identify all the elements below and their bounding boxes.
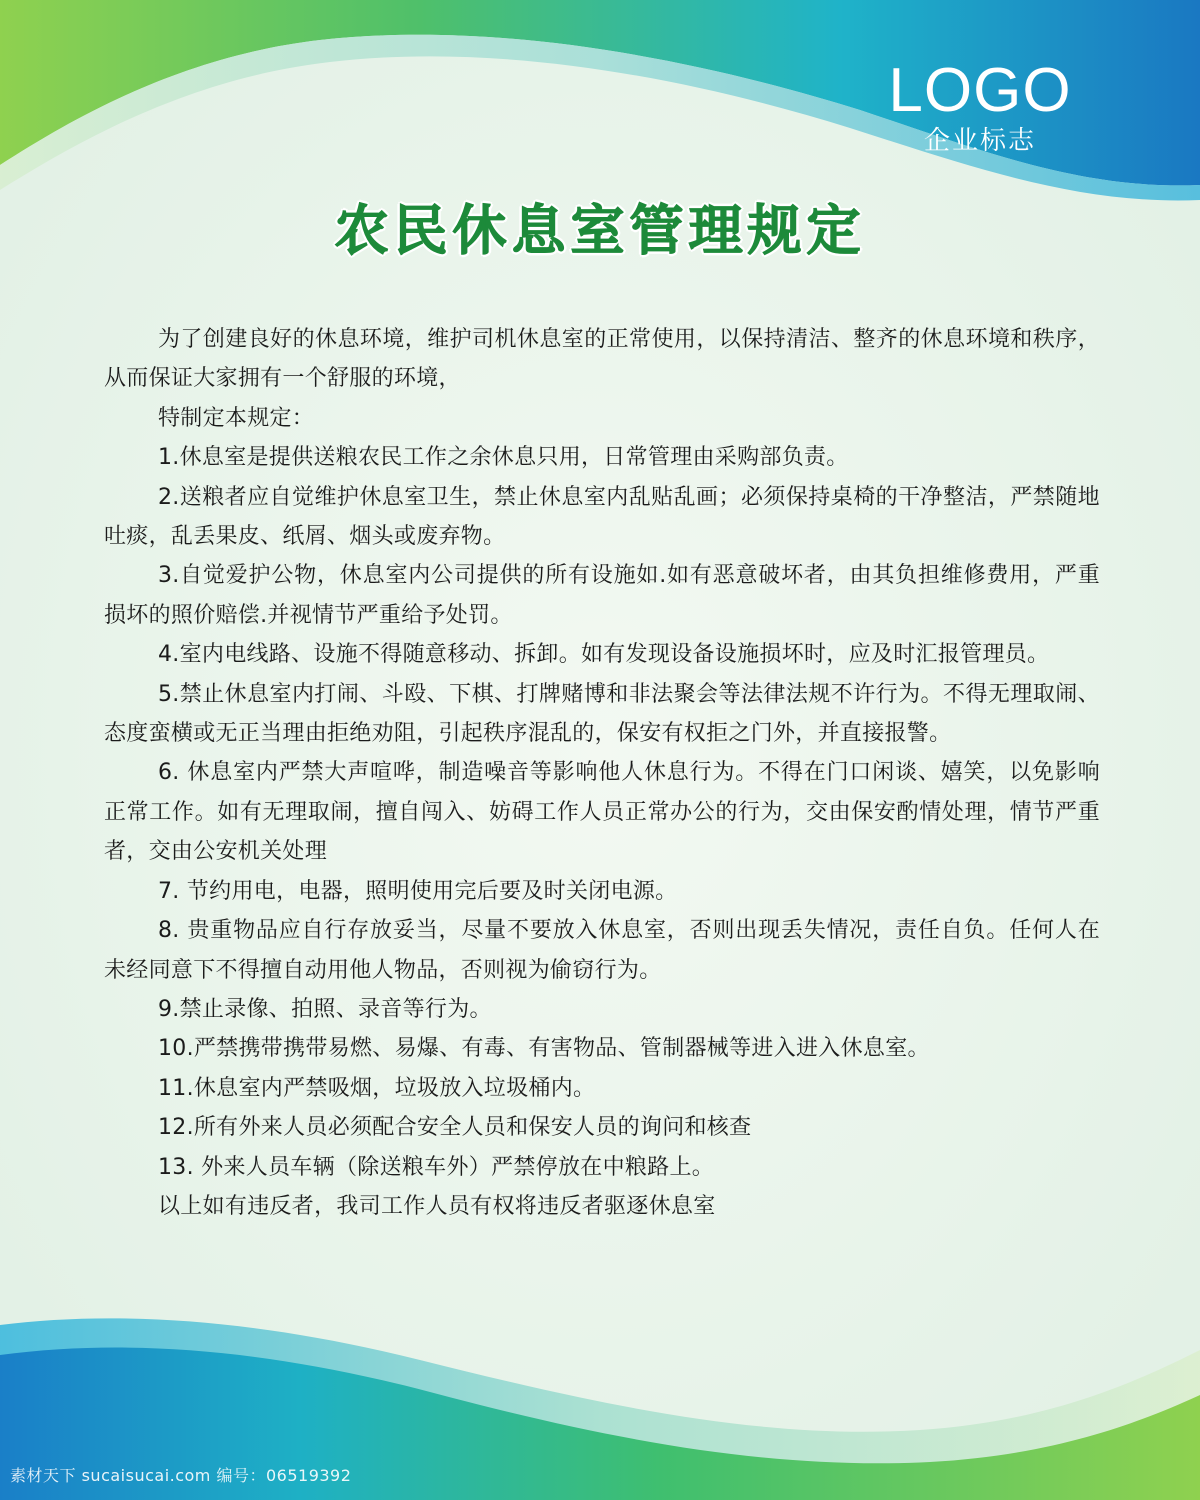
rule-item-6: 6. 休息室内严禁大声喧哗，制造噪音等影响他人休息行为。不得在门口闲谈、嬉笑，以免影响正常工作。如有无理取闹，擅自闯入、妨碍工作人员正常办公的行为，交由保安酌情处理，情节严重者，交由公安机关处理	[104, 760, 1100, 865]
rule-item-10: 10.严禁携带携带易燃、易爆、有毒、有害物品、管制器械等进入进入休息室。	[158, 1036, 930, 1062]
rule-item-9: 9.禁止录像、拍照、录音等行为。	[158, 996, 492, 1022]
logo-text: LOGO	[888, 56, 1072, 125]
logo-subtitle: 企业标志	[923, 126, 1036, 156]
rule-item-8: 8. 贵重物品应自行存放妥当，尽量不要放入休息室，否则出现丢失情况，责任自负。任何人在未经同意下不得擅自动用他人物品，否则视为偷窃行为。	[104, 918, 1100, 983]
intro-paragraph: 为了创建良好的休息环境，维护司机休息室的正常使用，以保持清洁、整齐的休息环境和秩序，从而保证大家拥有一个舒服的环境，	[104, 327, 1100, 392]
rule-item-5: 5.禁止休息室内打闹、斗殴、下棋、打牌赌博和非法聚会等法律法规不许行为。不得无理取闹、态度蛮横或无正当理由拒绝劝阻，引起秩序混乱的，保安有权拒之门外，并直接报警。	[104, 681, 1100, 747]
rule-item-11: 11.休息室内严禁吸烟，垃圾放入垃圾桶内。	[158, 1075, 596, 1101]
page-title: 农民休息室管理规定	[334, 199, 866, 262]
rule-item-1: 1.休息室是提供送粮农民工作之余休息只用，日常管理由采购部负责。	[158, 445, 849, 471]
intro-lead-in: 特制定本规定：	[158, 405, 315, 431]
rule-item-3: 3.自觉爱护公物，休息室内公司提供的所有设施如.如有恶意破坏者，由其负担维修费用，严重损坏的照价赔偿.并视情节严重给予处罚。	[104, 563, 1100, 628]
watermark: 素材天下 sucaisucai.com 编号：06519392	[10, 1466, 352, 1485]
rule-item-4: 4.室内电线路、设施不得随意移动、拆卸。如有发现设备设施损坏时，应及时汇报管理员。	[158, 642, 1050, 668]
rule-item-12: 12.所有外来人员必须配合安全人员和保安人员的询问和核查	[158, 1115, 752, 1141]
logo	[880, 58, 1080, 156]
closing-statement: 以上如有违反者，我司工作人员有权将违反者驱逐休息室	[158, 1193, 716, 1219]
rule-item-13: 13. 外来人员车辆（除送粮车外）严禁停放在中粮路上。	[158, 1154, 715, 1180]
rule-item-2: 2.送粮者应自觉维护休息室卫生，禁止休息室内乱贴乱画；必须保持桌椅的干净整洁，严禁随地吐痰，乱丢果皮、纸屑、烟头或废弃物。	[104, 484, 1100, 550]
regulations-body	[104, 320, 1100, 1226]
rule-item-7: 7. 节约用电，电器，照明使用完后要及时关闭电源。	[158, 878, 678, 904]
